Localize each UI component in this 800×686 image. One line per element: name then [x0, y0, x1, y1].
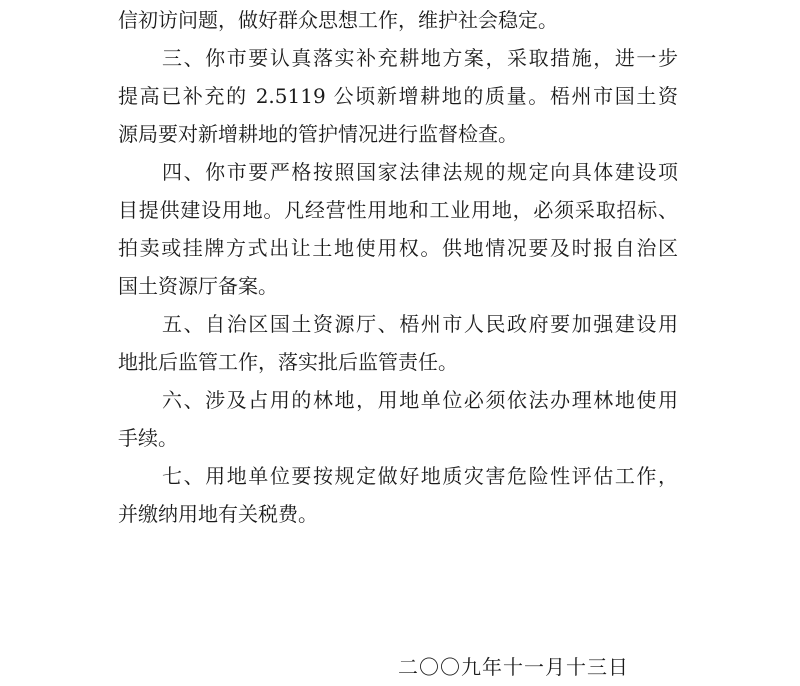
- paragraph-3-line-2: 提高已补充的 2.5119 公顷新增耕地的质量。梧州市国土资: [118, 84, 678, 108]
- paragraph-6-line-2: 手续。: [118, 426, 178, 450]
- paragraph-4-line-2: 目提供建设用地。凡经营性用地和工业用地，必须采取招标、: [118, 198, 678, 222]
- paragraph-7-line-1: 七、用地单位要按规定做好地质灾害危险性评估工作，: [162, 464, 678, 488]
- text-line-1: 信初访问题，做好群众思想工作，维护社会稳定。: [118, 8, 558, 32]
- paragraph-4-line-4: 国土资源厅备案。: [118, 274, 278, 298]
- paragraph-5-line-1: 五、自治区国土资源厅、梧州市人民政府要加强建设用: [162, 312, 678, 336]
- paragraph-6-line-1: 六、涉及占用的林地，用地单位必须依法办理林地使用: [162, 388, 678, 412]
- paragraph-3-line-1: 三、你市要认真落实补充耕地方案，采取措施，进一步: [162, 46, 678, 70]
- paragraph-4-line-3: 拍卖或挂牌方式出让土地使用权。供地情况要及时报自治区: [118, 236, 678, 260]
- document-date: 二〇〇九年十一月十三日: [398, 655, 629, 679]
- paragraph-7-line-2: 并缴纳用地有关税费。: [118, 502, 318, 526]
- paragraph-3-line-3: 源局要对新增耕地的管护情况进行监督检查。: [118, 122, 518, 146]
- paragraph-5-line-2: 地批后监管工作，落实批后监管责任。: [118, 350, 458, 374]
- paragraph-4-line-1: 四、你市要严格按照国家法律法规的规定向具体建设项: [162, 160, 678, 184]
